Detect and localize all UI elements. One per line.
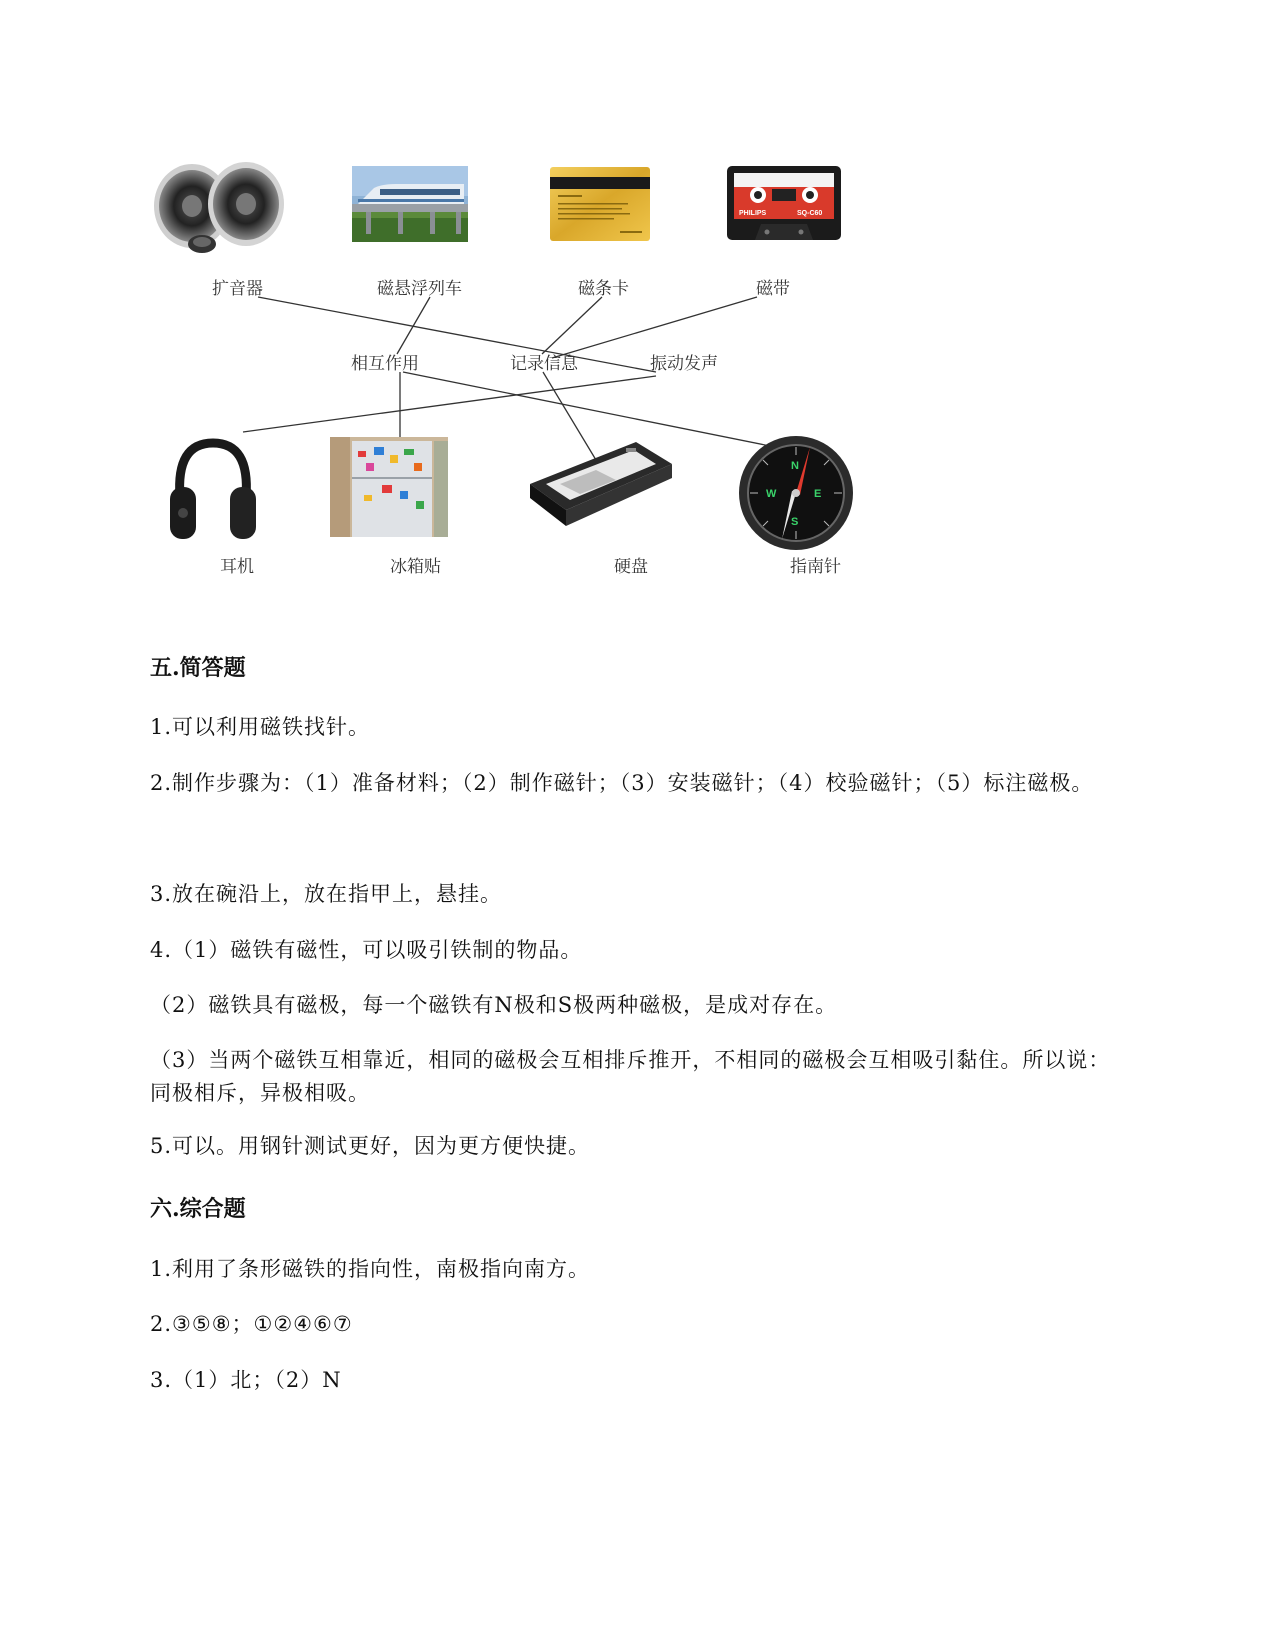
answer-6-3: 3.（1）北；（2）N xyxy=(150,1368,342,1392)
answer-6-2: 2.③⑤⑧；①②④⑥⑦ xyxy=(150,1312,353,1336)
fridge-magnet-image xyxy=(330,437,448,537)
compass-letter-n: N xyxy=(791,460,799,472)
label-maglev-train: 磁悬浮列车 xyxy=(377,279,462,299)
headphones-image xyxy=(166,435,260,545)
hard-disk-image xyxy=(526,434,678,530)
compass-image xyxy=(738,435,854,551)
label-loudspeaker: 扩音器 xyxy=(212,279,263,299)
label-hard-disk: 硬盘 xyxy=(614,557,648,577)
answer-5-1: 1.可以利用磁铁找针。 xyxy=(150,715,371,739)
label-record-info: 记录信息 xyxy=(510,354,578,374)
label-magnetic-tape: 磁带 xyxy=(756,279,790,299)
answer-5-4-3: （3）当两个磁铁互相靠近，相同的磁极会互相排斥推开，不相同的磁极会互相吸引黏住。所以说：同极相斥，异极相吸。 xyxy=(150,1048,1111,1105)
cassette-brand: PHILIPS xyxy=(739,210,767,217)
answer-5-5: 5.可以。用钢针测试更好，因为更方便快捷。 xyxy=(150,1134,591,1158)
answer-5-4-1: 4.（1）磁铁有磁性，可以吸引铁制的物品。 xyxy=(150,938,583,962)
line-headphone-vibrate xyxy=(243,376,656,432)
cassette-model: SQ-C60 xyxy=(797,210,823,217)
line-tape-record xyxy=(552,297,757,358)
label-vibrate-sound: 振动发声 xyxy=(650,354,718,374)
compass-letter-s: S xyxy=(791,516,799,528)
line-maglev-interaction xyxy=(397,297,430,354)
line-speaker-vibrate xyxy=(258,297,656,372)
label-headphones: 耳机 xyxy=(220,557,254,577)
section-6-title: 六.综合题 xyxy=(150,1196,246,1222)
answer-5-3: 3.放在碗沿上，放在指甲上，悬挂。 xyxy=(150,882,503,906)
compass-letter-e: E xyxy=(814,488,822,500)
label-fridge-magnet: 冰箱贴 xyxy=(390,557,441,577)
answer-5-2: 2.制作步骤为：（1）准备材料；（2）制作磁针；（3）安装磁针；（4）校验磁针；（5）标注磁极。 xyxy=(150,771,1094,795)
section-5-title: 五.简答题 xyxy=(150,655,246,681)
label-magnetic-card: 磁条卡 xyxy=(578,279,629,299)
compass-letter-w: W xyxy=(766,488,777,500)
label-interaction: 相互作用 xyxy=(351,354,419,374)
label-compass: 指南针 xyxy=(790,557,841,577)
answer-5-4-2: （2）磁铁具有磁极，每一个磁铁有N极和S极两种磁极，是成对存在。 xyxy=(150,993,838,1017)
answer-6-1: 1.利用了条形磁铁的指向性，南极指向南方。 xyxy=(150,1257,591,1281)
